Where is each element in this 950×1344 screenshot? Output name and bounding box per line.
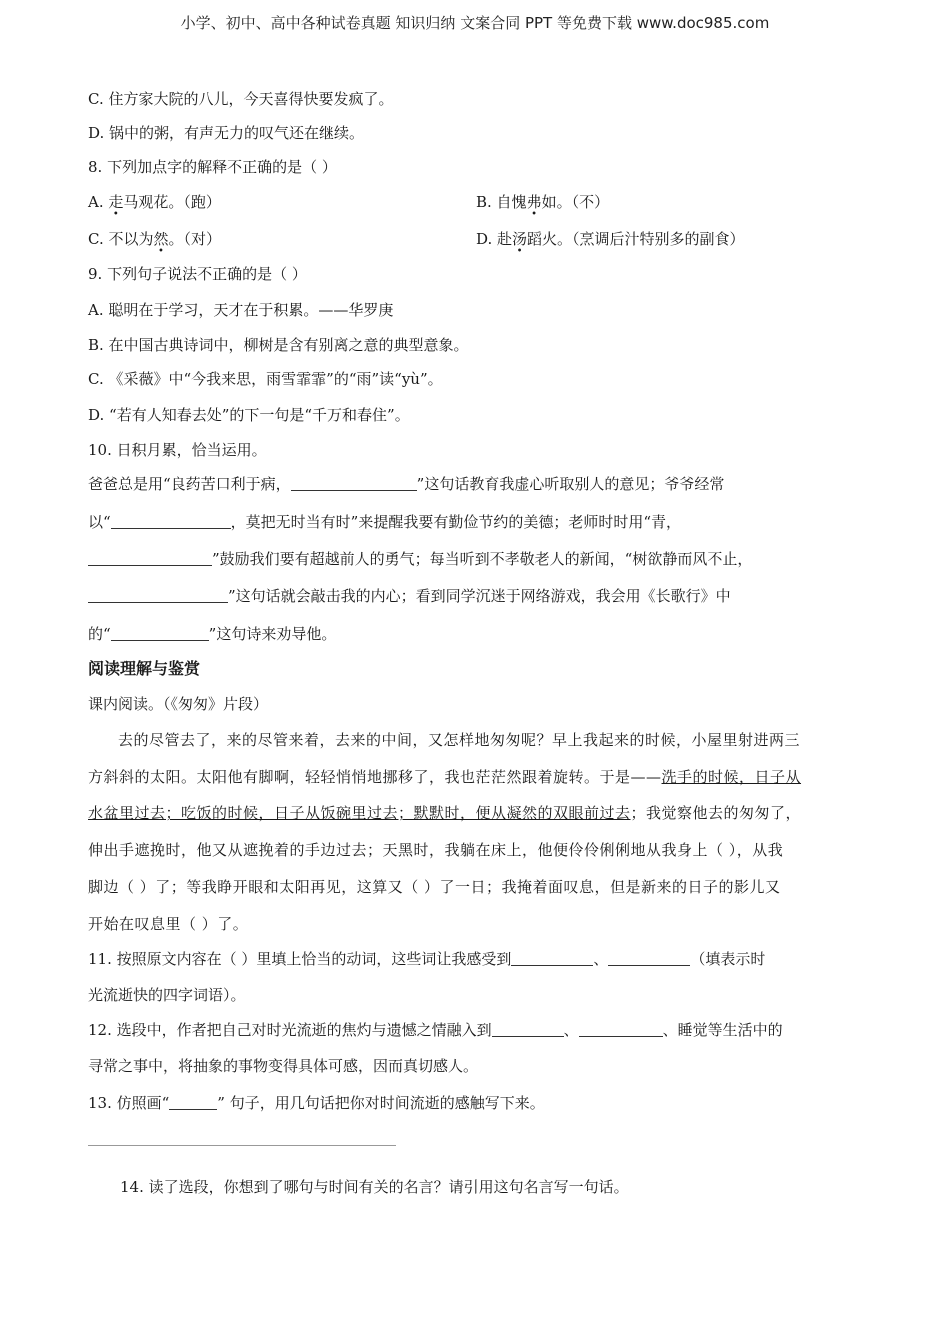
q8-c-dotted-char: 然 <box>153 230 169 248</box>
passage-line-4: 伸出手遮挽时，他又从遮挽着的手边过去；天黑时，我躺在床上，他便伶伶俐俐地从我身上（ ），从我 <box>88 841 784 859</box>
q13-line: 13. 仿照画“ ” 句子，用几句话把你对时间流逝的感触写下来。 <box>88 1094 545 1112</box>
q8-option-d: D. 赴汤蹈火。（烹调后汁特别多的副食） <box>476 230 745 248</box>
q9-stem: 9. 下列句子说法不正确的是（ ） <box>88 265 307 283</box>
q8-a-dotted-char: 走 <box>108 193 124 211</box>
q11-line-2: 光流逝快的四字词语）。 <box>88 986 246 1004</box>
underlined-sentence-part-2: 水盆里过去；吃饭的时候，日子从饭碗里过去；默默时，便从凝然的双眼前过去 <box>88 804 631 822</box>
q12-line-1: 12. 选段中，作者把自己对时光流逝的焦灼与遗憾之情融入到 、 、睡觉等生活中的 <box>88 1021 783 1039</box>
q12-blank-2[interactable] <box>579 1022 663 1037</box>
passage-line-6: 开始在叹息里（ ）了。 <box>88 915 249 933</box>
q10-blank-1[interactable] <box>291 476 417 491</box>
q9-option-c: C. 《采薇》中“今我来思，雨雪霏霏”的“雨”读“yù”。 <box>88 370 443 388</box>
section-title: 阅读理解与鉴赏 <box>88 659 201 678</box>
q12-blank-1[interactable] <box>492 1022 564 1037</box>
q10-line-5: 的“ ”这句诗来劝导他。 <box>88 625 337 643</box>
passage-line-3: 水盆里过去；吃饭的时候，日子从饭碗里过去；默默时，便从凝然的双眼前过去；我觉察他去的匆匆了， <box>88 804 802 822</box>
q7-option-c: C. 住方家大院的八儿，今天喜得快要发疯了。 <box>88 90 394 108</box>
q10-stem: 10. 日积月累，恰当运用。 <box>88 441 267 459</box>
q8-b-dotted-char: 弗 <box>526 193 542 211</box>
q9-option-a: A. 聪明在于学习，天才在于积累。——华罗庚 <box>88 301 394 319</box>
q10-line-4: ”这句话就会敲击我的内心；看到同学沉迷于网络游戏，我会用《长歌行》中 <box>88 586 731 606</box>
section-subtitle: 课内阅读。（《匆匆》片段） <box>88 695 269 713</box>
q9-option-d: D. “若有人知春去处”的下一句是“千万和春住”。 <box>88 406 410 424</box>
q10-line-3: ”鼓励我们要有超越前人的勇气；每当听到不孝敬老人的新闻，“树欲静而风不止， <box>88 549 752 569</box>
q13-answer-line[interactable] <box>88 1145 396 1146</box>
q11-blank-2[interactable] <box>608 951 690 966</box>
q9-option-b: B. 在中国古典诗词中，柳树是含有别离之意的典型意象。 <box>88 336 469 354</box>
q13-blank[interactable] <box>169 1095 217 1110</box>
q8-d-dotted-char: 汤 <box>512 230 528 248</box>
q8-option-a: A. 走马观花。（跑） <box>88 193 221 211</box>
q11-blank-1[interactable] <box>511 951 593 966</box>
q12-line-2: 寻常之事中，将抽象的事物变得具体可感，因而真切感人。 <box>88 1057 479 1075</box>
underlined-sentence-part-1: 洗手的时候，日子从 <box>661 768 802 786</box>
passage-line-2: 方斜斜的太阳。太阳他有脚啊，轻轻悄悄地挪移了，我也茫茫然跟着旋转。于是——洗手的时候，日子从 <box>88 768 802 786</box>
site-header: 小学、初中、高中各种试卷真题 知识归纳 文案合同 PPT 等免费下载 www.doc985.com <box>180 14 770 32</box>
q10-line-1: 爸爸总是用“良药苦口利于病， ”这句话教育我虚心听取别人的意见；爷爷经常 <box>88 475 725 493</box>
q8-option-c: C. 不以为然。（对） <box>88 230 222 248</box>
q8-stem: 8. 下列加点字的解释不正确的是（ ） <box>88 158 337 176</box>
passage-line-1: 去的尽管去了，来的尽管来着，去来的中间，又怎样地匆匆呢？早上我起来的时候，小屋里射进两三 <box>118 731 801 749</box>
q10-blank-5[interactable] <box>111 626 209 641</box>
q10-blank-3[interactable] <box>88 551 212 566</box>
q14-line: 14. 读了选段，你想到了哪句与时间有关的名言？请引用这句名言写一句话。 <box>120 1178 629 1196</box>
q7-option-d: D. 锅中的粥，有声无力的叹气还在继续。 <box>88 124 365 142</box>
q10-line-2: 以“ ，莫把无时当有时”来提醒我要有勤俭节约的美德；老师时时用“青， <box>88 513 682 531</box>
q10-blank-4[interactable] <box>88 588 228 603</box>
passage-line-5: 脚边（ ）了；等我睁开眼和太阳再见，这算又（ ）了一日；我掩着面叹息，但是新来的日子的影儿又 <box>88 878 781 896</box>
q10-blank-2[interactable] <box>111 514 231 529</box>
q8-option-b: B. 自愧弗如。（不） <box>476 193 610 211</box>
q11-line-1: 11. 按照原文内容在（ ）里填上恰当的动词，这些词让我感受到 、 （填表示时 <box>88 950 766 968</box>
